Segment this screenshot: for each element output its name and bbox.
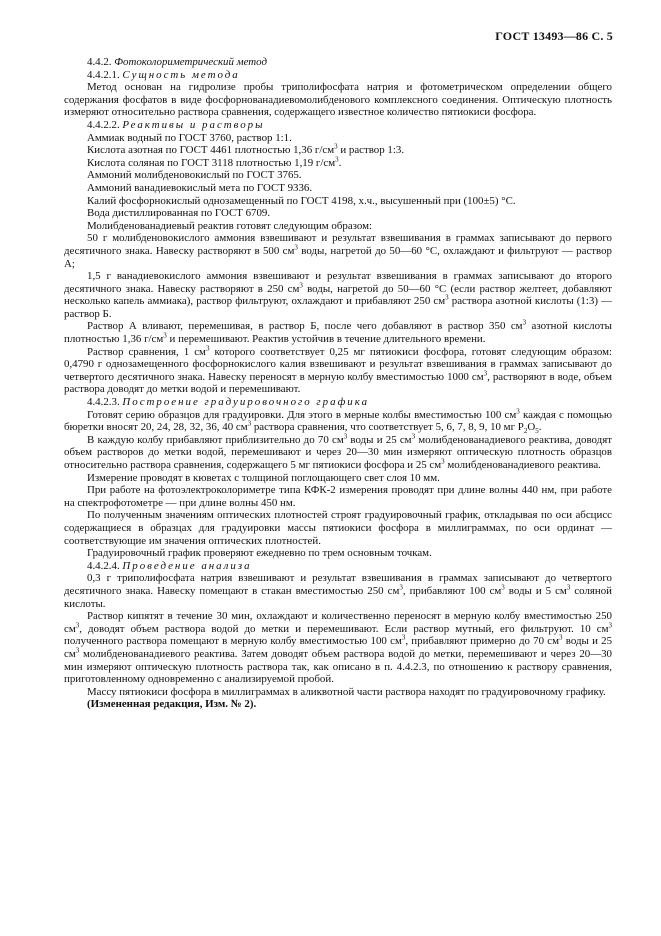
paragraph-sample: 0,3 г триполифосфата натрия взвешивают и результат взвешивания в граммах записывают до четвертого десятичного знака. Навеску помещают в стакан вместимостью 250 $см^3$, прибавляют 100 $см^3$ воды и 5 $см^3$ соляной кислоты. <box>64 572 613 610</box>
section-heading-4-4-2-4 <box>64 560 612 573</box>
paragraph-solution-b: 1,5 г ванадиевокислого аммония взвешивают и результат взвешивания в граммах записывают до второго десятичного знака. Навеску растворяют в 250 $см^3$ воды, нагретой до 50—60 °С (если раствор желтеет, добавляют несколько капель аммиака), раствор фильтруют, охлаждают и прибавляют 250 $см^3$ раствора азотной кислоты (1:3) — раствор Б. <box>64 270 613 320</box>
section-number: 4.4.2.4. <box>87 559 120 572</box>
paragraph-reference-solution: Раствор сравнения, 1 $см^3$ которого соответствует 0,25 мг пятиокиси фосфора, готовят следующим образом: 0,4790 г однозамещенного фосфорнокислого калия взвешивают и результат взвешивания в граммах записывают до четвертого десятичного знака. Навеску переносят в мерную колбу вместимостью 1000 $см^3$, растворяют в воде, объем раствора доводят до метки водой и перемешивают. <box>64 344 612 396</box>
paragraph-principle: Метод основан на гидролизе пробы триполифосфата натрия и фотометрическом определении общего содержания фосфатов в виде фосфорнованадиевомолибденового комплексного соединения. Оптическую плотность измеряют относительно раствора сравнения, содержащего известное количество пятиокиси фосфора. <box>64 81 612 119</box>
document-body <box>64 56 612 711</box>
section-title: Реактивы и растворы <box>122 118 265 131</box>
section-title: Построение градуировочного графика <box>122 396 370 409</box>
section-heading-4-4-2-3 <box>64 396 612 409</box>
reagent-item: Аммоний ванадиевокислый мета по ГОСТ 9336. <box>87 181 313 194</box>
section-number: 4.4.2.3. <box>87 396 120 409</box>
reagent-item: Калий фосфорнокислый однозамещенный по ГОСТ 4198, х.ч., высушенный при (100±5) °С. <box>87 194 516 207</box>
paragraph-cuvette: Измерение проводят в кюветах с толщиной поглощающего свет слоя 10 мм. <box>87 471 440 484</box>
section-heading-4-4-2 <box>64 56 612 69</box>
paragraph-mixing: Раствор А вливают, перемешивая, в раствор Б, после чего добавляют в раствор 350 $см^3$ азотной кислоты плотностью 1,36 $г/см^3$ и перемешивают. Реактив устойчив в течение длительного времени. <box>64 318 612 346</box>
paragraph-graph-construction: По полученным значениям оптических плотностей строят градуировочный график, откладывая по оси абсцисс содержащиеся в образцах для градуировки массы пятиокиси фосфора в миллиграммах, по оси ординат — соответствующие им значения оптических плотностей. <box>64 509 612 547</box>
section-heading-4-4-2-1 <box>64 69 612 82</box>
section-title: Сущность метода <box>122 68 240 81</box>
paragraph-analysis: Раствор кипятят в течение 30 мин, охлаждают и количественно переносят в мерную колбу вместимостью 250 $см^3$, доводят объем раствора водой до метки и перемешивают. Если раствор мутный, его фильтруют. 10 $см^3$ полученного раствора помещают в мерную колбу вместимостью 100 $см^3$, прибавляют примерно до 70 $см^3$ воды и 25 $см^3$ молибденованадиевого реактива. Затем доводят объем раствора водой до метки, перемешивают и через 20—30 мин измеряют оптическую плотность раствора так, как описано в п. 4.4.2.3, по отношению к раствору сравнения, приготовленному одновременно с анализируемой пробой. <box>64 610 613 686</box>
section-number: 4.4.2. <box>87 56 112 68</box>
reagent-item: Вода дистиллированная по ГОСТ 6709. <box>87 207 271 220</box>
paragraph-solution-a: 50 г молибденовокислого аммония взвешивают и результат взвешивания в граммах записывают до первого десятичного знака. Навеску растворяют в 500 $см^3$ воды, нагретой до 50—60 °С, охлаждают и фильтруют — раствор А; <box>64 232 612 270</box>
paragraph-result: Массу пятиокиси фосфора в миллиграммах в аликвотной части раствора находят по градуировочному графику. <box>87 685 606 698</box>
amendment-note: (Измененная редакция, Изм. № 2). <box>87 698 257 711</box>
page-header: ГОСТ 13493—86 С. 5 <box>495 29 613 43</box>
section-heading-4-4-2-2 <box>64 119 612 132</box>
section-number: 4.4.2.2. <box>87 118 120 131</box>
section-title: Фотоколориметрический метод <box>114 56 267 68</box>
section-title: Проведение анализа <box>122 559 252 572</box>
paragraph-wavelength: При работе на фотоэлектроколориметре типа КФК-2 измерения проводят при длине волны 440 нм, при работе на спектрофотометре — при длине волны 450 нм. <box>64 484 612 509</box>
paragraph-graph-check: Градуировочный график проверяют ежедневно по трем основным точкам. <box>87 547 432 560</box>
reagent-item: Кислота азотная по ГОСТ 4461 плотностью 1,36 $г/см^3$ и раствор 1:3. <box>87 142 405 157</box>
reagent-item: Молибденованадиевый реактив готовят следующим образом: <box>87 219 373 232</box>
paragraph-calibration-procedure: В каждую колбу прибавляют приблизительно до 70 $см^3$ воды и 25 $см^3$ молибденованадиевого реактива, доводят объем растворов до метки водой, перемешивают и через 20—30 мин измеряют оптическую плотность образцов относительно раствора сравнения, содержащего 5 мг пятиокиси фосфора и 25 $см^3$ молибденованадиевого реактива. <box>64 432 612 471</box>
reagent-item: Аммиак водный по ГОСТ 3760, раствор 1:1. <box>87 131 292 144</box>
paragraph-calibration-series: Готовят серию образцов для градуировки. Для этого в мерные колбы вместимостью 100 $см^3$ каждая с помощью бюретки вносят 20, 24, 28, 32, 36, 40 $см^3$ раствора сравнения, что соответствует 5, 6, 7, 8, 9, 10 мг $P_2O_5$. <box>64 407 612 436</box>
reagent-item: Аммоний молибденовокислый по ГОСТ 3765. <box>87 169 302 182</box>
section-number: 4.4.2.1. <box>87 68 120 81</box>
reagent-item: Кислота соляная по ГОСТ 3118 плотностью 1,19 $г/см^3$. <box>87 155 342 169</box>
